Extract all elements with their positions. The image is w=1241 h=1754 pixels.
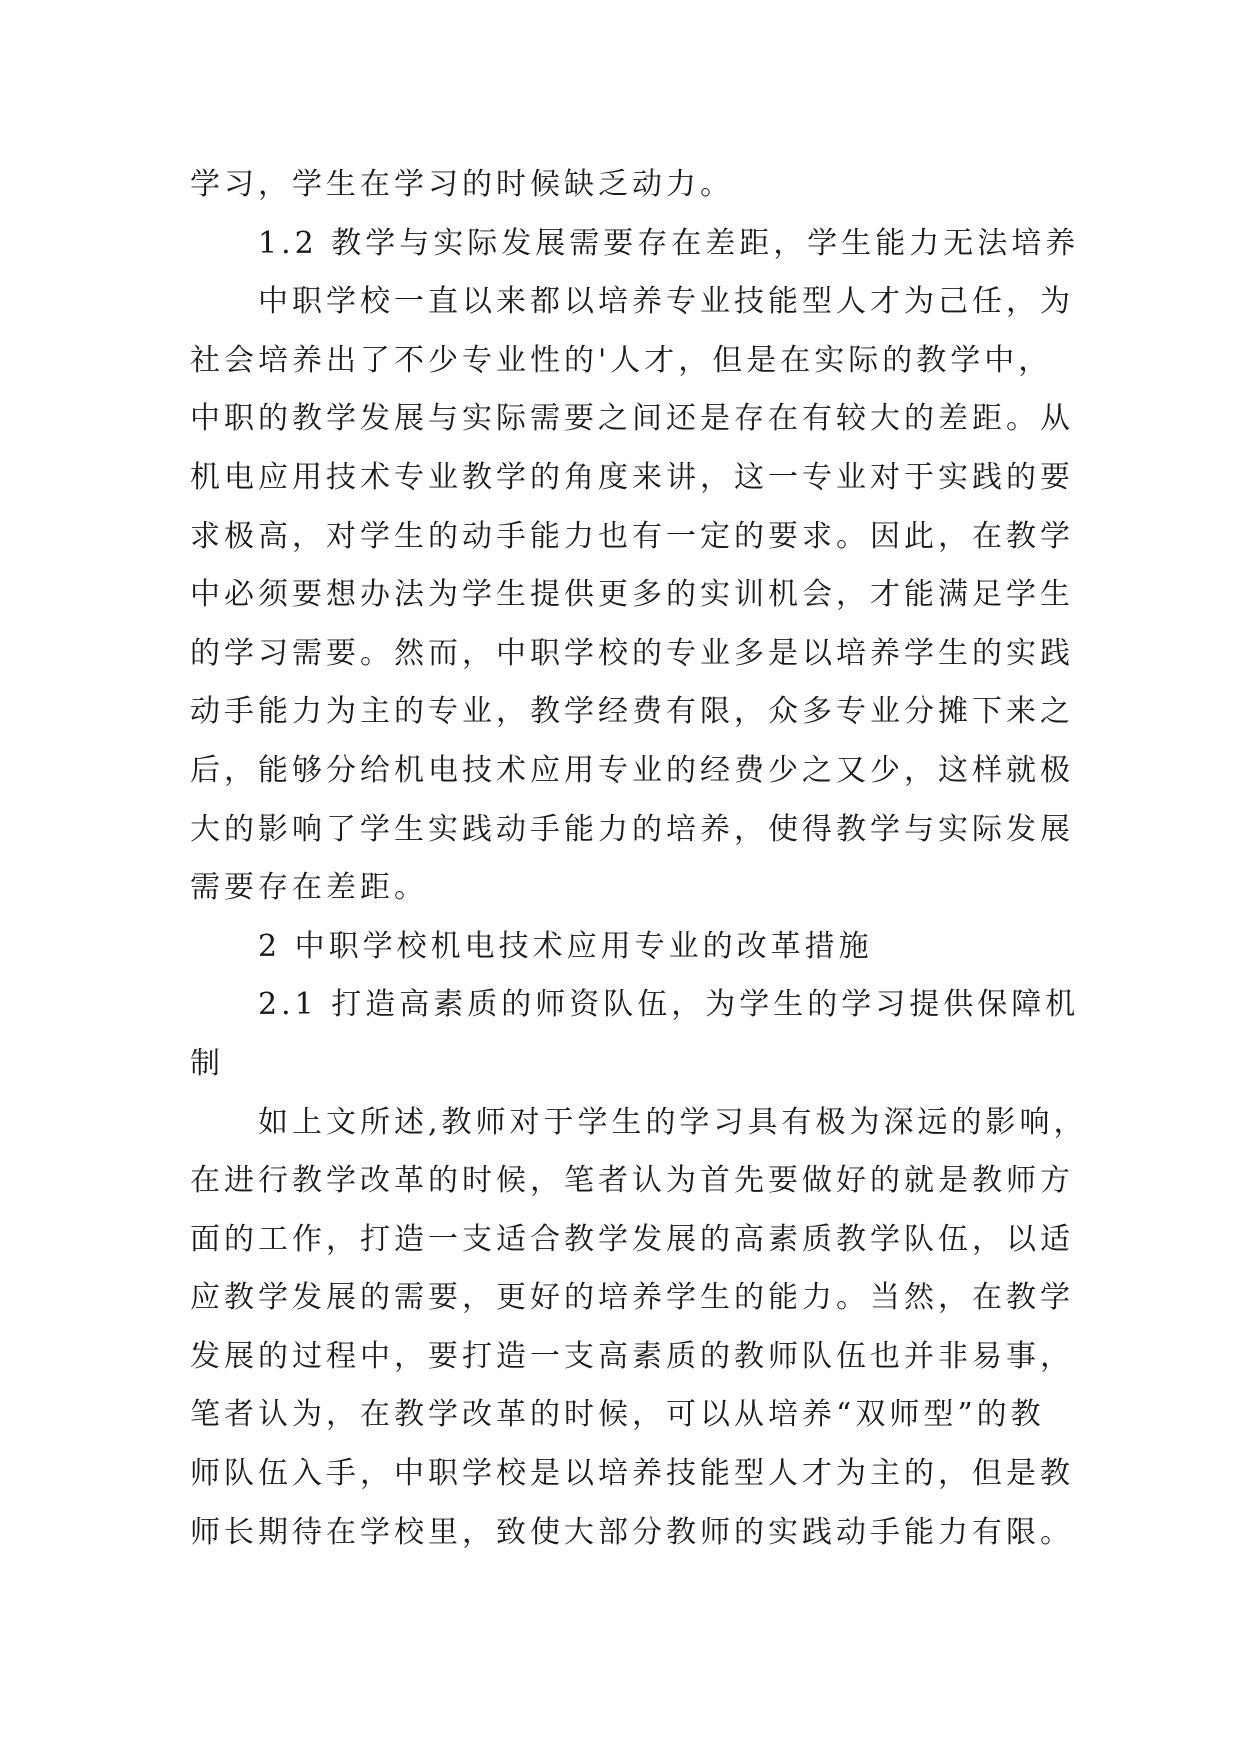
text-line: 中必须要想办法为学生提供更多的实训机会，才能满足学生 [190,577,1074,613]
text-line: 中职的教学发展与实际需要之间还是存在有较大的差距。从 [190,401,1074,437]
text-line: 大的影响了学生实践动手能力的培养，使得教学与实际发展 [190,811,1074,847]
text-line: 在进行教学改革的时候，笔者认为首先要做好的就是教师方 [190,1163,1074,1199]
text-line: 如上文所述,教师对于学生的学习具有极为深远的影响， [258,1104,1088,1140]
text-line: 社会培养出了不少专业性的'人才，但是在实际的教学中， [190,342,1053,378]
text-line: 1.2 教学与实际发展需要存在差距，学生能力无法培养 [258,225,1080,261]
text-line: 需要存在差距。 [190,870,428,906]
text-line: 动手能力为主的专业，教学经费有限，众多专业分摊下来之 [190,694,1074,730]
text-line: 学习，学生在学习的时候缺乏动力。 [190,167,734,202]
text-line: 2.1 打造高素质的师资队伍，为学生的学习提供保障机 [258,987,1080,1023]
text-line: 师队伍入手，中职学校是以培养技能型人才为主的，但是教 [190,1456,1074,1492]
text-line: 面的工作，打造一支适合教学发展的高素质教学队伍，以适 [190,1221,1074,1257]
text-line: 的学习需要。然而，中职学校的专业多是以培养学生的实践 [190,635,1074,671]
text-line: 笔者认为，在教学改革的时候，可以从培养“双师型”的教 [190,1397,1045,1433]
text-line: 师长期待在学校里，致使大部分教师的实践动手能力有限。 [190,1514,1074,1550]
text-line: 求极高，对学生的动手能力也有一定的要求。因此，在教学 [190,518,1074,554]
text-line: 机电应用技术专业教学的角度来讲，这一专业对于实践的要 [190,459,1074,495]
text-line: 制 [190,1045,224,1081]
text-line: 发展的过程中，要打造一支高素质的教师队伍也并非易事， [190,1338,1074,1374]
document-body [190,156,1088,1562]
text-line: 后，能够分给机电技术应用专业的经费少之又少，这样就极 [190,752,1074,788]
text-line: 2 中职学校机电技术应用专业的改革措施 [258,928,873,964]
text-line: 应教学发展的需要，更好的培养学生的能力。当然，在教学 [190,1280,1074,1316]
text-line: 中职学校一直以来都以培养专业技能型人才为己任，为 [258,284,1074,320]
